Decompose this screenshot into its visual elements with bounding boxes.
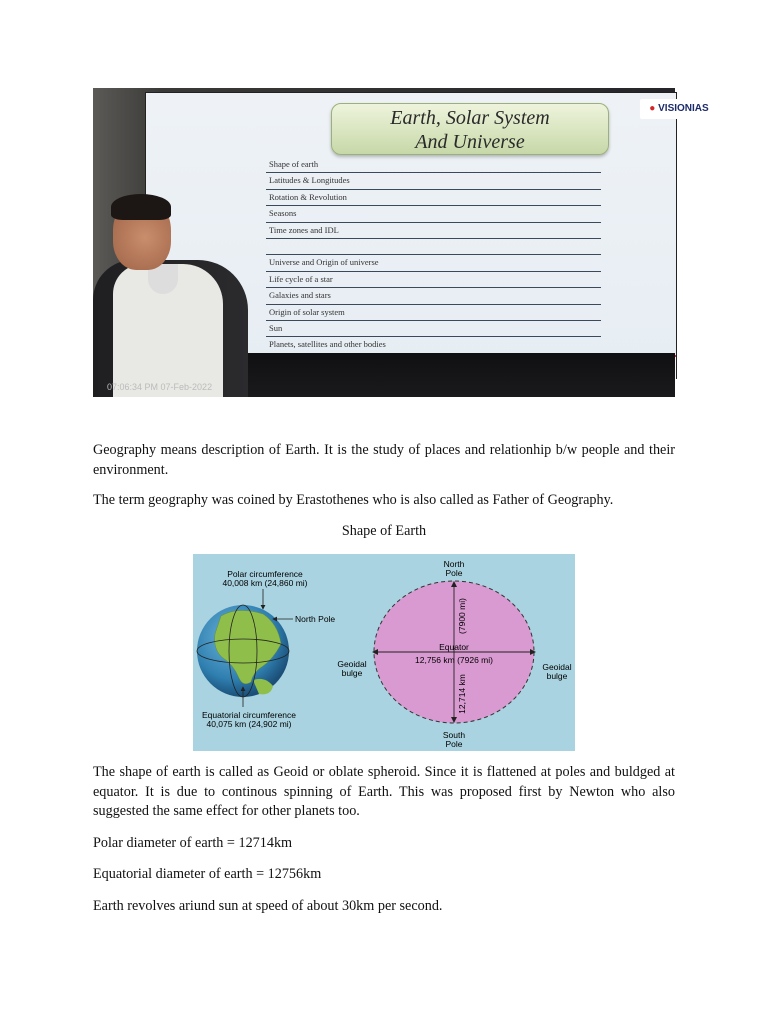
paragraph-equatorial-diameter: Equatorial diameter of earth = 12756km <box>93 866 322 882</box>
visionias-logo <box>640 99 718 119</box>
polar-diameter-km-label: 12,714 km <box>457 674 467 714</box>
topic-item: Rotation & Revolution <box>266 190 601 206</box>
presenter-hair <box>111 194 171 220</box>
geoidal-bulge-left-2: bulge <box>341 668 363 678</box>
video-timestamp: 07:06:34 PM 07-Feb-2022 <box>107 382 213 392</box>
paragraph-polar-diameter: Polar diameter of earth = 12714km <box>93 835 293 851</box>
geoidal-bulge-left-1: Geoidal <box>337 659 367 669</box>
paragraph-geoid: The shape of earth is called as Geoid or oblate spheroid. Since it is flattened at poles and buldged at equator. It is due to continous spinning of Earth. This was proposed first by Newton who also suggested the same effect for other planets too. <box>93 764 675 819</box>
earth-shape-figure <box>193 554 575 751</box>
geoidal-bulge-right-1: Geoidal <box>542 662 572 672</box>
paragraph-geography-definition: Geography means description of Earth. It is the study of places and relationhip b/w people and their environment. <box>93 442 675 478</box>
geoidal-bulge-right-2: bulge <box>546 671 568 681</box>
topic-item: Universe and Origin of universe <box>266 255 601 271</box>
lecture-video-frame <box>93 88 709 397</box>
paragraph-erastothenes: The term geography was coined by Erastothenes who is also called as Father of Geography. <box>93 492 614 508</box>
south-pole-label-1: South <box>442 730 466 740</box>
logo-text: VISIONIAS <box>658 103 709 114</box>
south-pole-label-2: Pole <box>445 739 463 749</box>
polar-diameter-mi-label: (7900 mi) <box>457 598 467 634</box>
slide-title-line1: Earth, Solar System <box>390 107 550 129</box>
polar-circumference-value: 40,008 km (24,860 mi) <box>222 578 308 588</box>
north-pole-arrow-label: North Pole <box>295 614 336 624</box>
equatorial-circumference-value: 40,075 km (24,902 mi) <box>206 719 292 729</box>
topic-item: Galaxies and stars <box>266 288 601 304</box>
topic-item: Sun <box>266 321 601 337</box>
logo-dot-icon: ● <box>649 103 656 114</box>
section-heading-shape-of-earth: Shape of Earth <box>341 523 427 539</box>
topic-item: Time zones and IDL <box>266 223 601 239</box>
topic-item-blank <box>266 239 601 255</box>
topic-item: Latitudes & Longitudes <box>266 173 601 189</box>
paragraph-revolution-speed: Earth revolves ariund sun at speed of about 30km per second. <box>93 898 443 914</box>
equator-value-label: 12,756 km (7926 mi) <box>415 655 493 665</box>
north-pole-top-label-2: Pole <box>445 568 463 578</box>
equatorial-circumference-label: Equatorial circumference <box>201 710 297 720</box>
polar-circumference-label: Polar circumference <box>227 569 303 579</box>
earth-shape-diagram <box>193 554 575 751</box>
equator-label: Equator <box>439 642 469 652</box>
topic-item: Origin of solar system <box>266 305 601 321</box>
topic-item: Seasons <box>266 206 601 222</box>
slide-title-line2: And Universe <box>415 131 525 153</box>
topic-item: Life cycle of a star <box>266 272 601 288</box>
presenter <box>93 198 253 397</box>
slide-title <box>331 103 609 155</box>
topic-list <box>266 157 601 370</box>
topic-item: Planets, satellites and other bodies <box>266 337 601 353</box>
north-pole-top-label-1: North <box>443 559 465 569</box>
topic-item: Shape of earth <box>266 157 601 173</box>
